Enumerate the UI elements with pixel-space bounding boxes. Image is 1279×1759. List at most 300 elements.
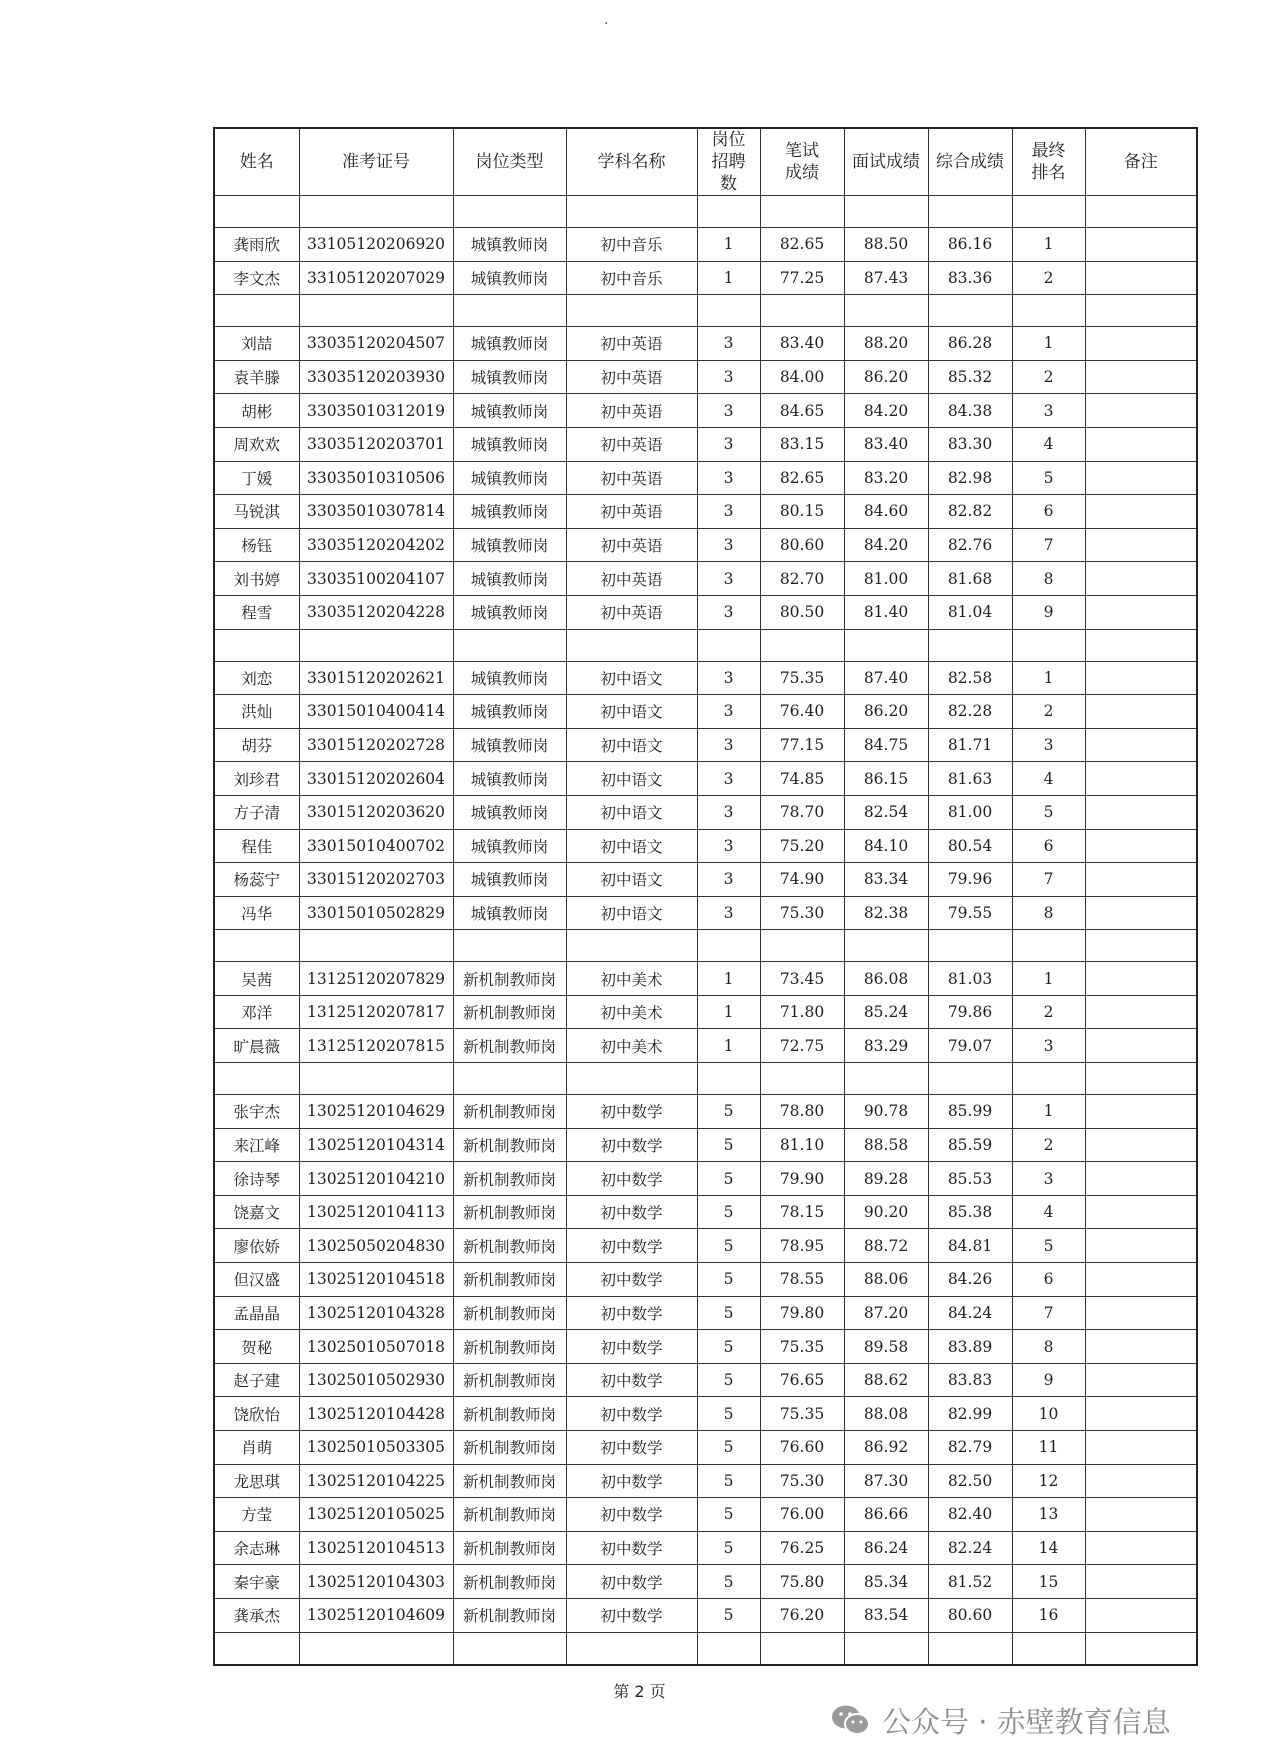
empty-cell [760, 196, 844, 228]
cell-written: 76.60 [760, 1431, 844, 1465]
separator-row [214, 295, 1197, 327]
cell-total: 83.83 [928, 1363, 1012, 1397]
cell-written: 72.75 [760, 1029, 844, 1063]
cell-name: 方莹 [214, 1498, 299, 1532]
col-header-remark: 备注 [1085, 128, 1197, 196]
cell-subject: 初中美术 [566, 962, 697, 996]
separator-row [214, 1632, 1197, 1665]
cell-name: 胡芬 [214, 728, 299, 762]
cell-ticket: 13025120104513 [299, 1531, 453, 1565]
cell-post-type: 新机制教师岗 [453, 1162, 566, 1196]
cell-written: 75.30 [760, 896, 844, 930]
cell-ticket: 33035120204202 [299, 528, 453, 562]
scan-speck: · [604, 16, 609, 32]
cell-interview: 84.20 [844, 394, 928, 428]
cell-total: 83.30 [928, 427, 1012, 461]
cell-name: 但汉盛 [214, 1263, 299, 1297]
empty-cell [928, 1063, 1012, 1095]
table-row [214, 995, 1197, 1029]
table-row [214, 461, 1197, 495]
cell-subject: 初中语文 [566, 728, 697, 762]
col-header-post-type: 岗位类型 [453, 128, 566, 196]
cell-subject: 初中音乐 [566, 261, 697, 295]
cell-rank: 4 [1012, 427, 1085, 461]
cell-remark [1085, 1029, 1197, 1063]
table-row [214, 962, 1197, 996]
cell-written: 79.80 [760, 1296, 844, 1330]
table-row [214, 394, 1197, 428]
cell-quota: 3 [697, 360, 760, 394]
empty-cell [566, 1632, 697, 1665]
empty-cell [214, 930, 299, 962]
cell-remark [1085, 394, 1197, 428]
wechat-icon [830, 1703, 872, 1737]
cell-ticket: 13025120104314 [299, 1128, 453, 1162]
col-header-subject: 学科名称 [566, 128, 697, 196]
cell-interview: 81.00 [844, 562, 928, 596]
cell-interview: 89.28 [844, 1162, 928, 1196]
empty-cell [844, 1063, 928, 1095]
cell-post-type: 新机制教师岗 [453, 1029, 566, 1063]
cell-post-type: 城镇教师岗 [453, 896, 566, 930]
cell-post-type: 新机制教师岗 [453, 1464, 566, 1498]
cell-subject: 初中英语 [566, 562, 697, 596]
cell-total: 85.38 [928, 1195, 1012, 1229]
cell-subject: 初中数学 [566, 1263, 697, 1297]
cell-quota: 3 [697, 327, 760, 361]
cell-remark [1085, 595, 1197, 629]
cell-quota: 3 [697, 528, 760, 562]
cell-interview: 86.20 [844, 360, 928, 394]
cell-written: 82.65 [760, 461, 844, 495]
cell-written: 80.50 [760, 595, 844, 629]
cell-rank: 9 [1012, 1363, 1085, 1397]
col-header-rank: 最终排名 [1012, 128, 1085, 196]
cell-interview: 88.58 [844, 1128, 928, 1162]
cell-rank: 5 [1012, 461, 1085, 495]
cell-interview: 88.50 [844, 228, 928, 262]
empty-cell [1085, 295, 1197, 327]
cell-written: 83.15 [760, 427, 844, 461]
cell-post-type: 新机制教师岗 [453, 1095, 566, 1129]
empty-cell [453, 196, 566, 228]
cell-interview: 82.54 [844, 795, 928, 829]
cell-subject: 初中语文 [566, 795, 697, 829]
cell-ticket: 33015010400414 [299, 695, 453, 729]
cell-rank: 13 [1012, 1498, 1085, 1532]
cell-post-type: 城镇教师岗 [453, 728, 566, 762]
cell-ticket: 13025120104303 [299, 1565, 453, 1599]
cell-post-type: 城镇教师岗 [453, 327, 566, 361]
table-row [214, 1296, 1197, 1330]
cell-subject: 初中数学 [566, 1095, 697, 1129]
table-row [214, 228, 1197, 262]
cell-quota: 3 [697, 863, 760, 897]
cell-interview: 86.24 [844, 1531, 928, 1565]
cell-rank: 10 [1012, 1397, 1085, 1431]
cell-name: 龙思琪 [214, 1464, 299, 1498]
empty-cell [566, 1063, 697, 1095]
cell-interview: 87.30 [844, 1464, 928, 1498]
cell-subject: 初中数学 [566, 1498, 697, 1532]
cell-remark [1085, 762, 1197, 796]
col-header-name: 姓名 [214, 128, 299, 196]
cell-rank: 7 [1012, 1296, 1085, 1330]
table-row [214, 863, 1197, 897]
table-row [214, 762, 1197, 796]
cell-subject: 初中数学 [566, 1397, 697, 1431]
cell-subject: 初中美术 [566, 995, 697, 1029]
cell-ticket: 13025120104518 [299, 1263, 453, 1297]
cell-subject: 初中数学 [566, 1565, 697, 1599]
cell-total: 82.98 [928, 461, 1012, 495]
empty-cell [928, 295, 1012, 327]
cell-total: 85.32 [928, 360, 1012, 394]
cell-rank: 1 [1012, 228, 1085, 262]
cell-written: 76.40 [760, 695, 844, 729]
table-row [214, 1330, 1197, 1364]
cell-name: 贺秘 [214, 1330, 299, 1364]
cell-post-type: 城镇教师岗 [453, 461, 566, 495]
cell-name: 吴茜 [214, 962, 299, 996]
table-row [214, 528, 1197, 562]
cell-total: 81.63 [928, 762, 1012, 796]
cell-ticket: 33035120203701 [299, 427, 453, 461]
cell-total: 82.79 [928, 1431, 1012, 1465]
cell-rank: 9 [1012, 595, 1085, 629]
cell-remark [1085, 896, 1197, 930]
cell-remark [1085, 1229, 1197, 1263]
cell-total: 83.89 [928, 1330, 1012, 1364]
cell-total: 82.58 [928, 661, 1012, 695]
cell-ticket: 33015120202703 [299, 863, 453, 897]
table-row [214, 829, 1197, 863]
cell-written: 75.35 [760, 1397, 844, 1431]
cell-remark [1085, 1263, 1197, 1297]
cell-post-type: 新机制教师岗 [453, 1229, 566, 1263]
cell-written: 77.25 [760, 261, 844, 295]
empty-cell [928, 930, 1012, 962]
cell-interview: 86.08 [844, 962, 928, 996]
cell-subject: 初中数学 [566, 1128, 697, 1162]
cell-subject: 初中语文 [566, 829, 697, 863]
cell-name: 冯华 [214, 896, 299, 930]
cell-rank: 2 [1012, 360, 1085, 394]
cell-rank: 1 [1012, 327, 1085, 361]
cell-rank: 14 [1012, 1531, 1085, 1565]
cell-post-type: 新机制教师岗 [453, 1128, 566, 1162]
cell-total: 81.68 [928, 562, 1012, 596]
empty-cell [566, 295, 697, 327]
cell-ticket: 13125120207815 [299, 1029, 453, 1063]
empty-cell [214, 196, 299, 228]
cell-ticket: 13025120105025 [299, 1498, 453, 1532]
cell-interview: 83.54 [844, 1598, 928, 1632]
cell-written: 82.65 [760, 228, 844, 262]
cell-subject: 初中数学 [566, 1296, 697, 1330]
cell-subject: 初中语文 [566, 661, 697, 695]
cell-name: 刘恋 [214, 661, 299, 695]
cell-post-type: 城镇教师岗 [453, 795, 566, 829]
cell-rank: 6 [1012, 1263, 1085, 1297]
cell-name: 刘珍君 [214, 762, 299, 796]
table-row [214, 1162, 1197, 1196]
cell-written: 78.55 [760, 1263, 844, 1297]
empty-cell [1012, 930, 1085, 962]
cell-ticket: 33105120207029 [299, 261, 453, 295]
cell-ticket: 13025120104609 [299, 1598, 453, 1632]
cell-ticket: 33015120203620 [299, 795, 453, 829]
empty-cell [928, 629, 1012, 661]
cell-rank: 3 [1012, 1162, 1085, 1196]
cell-written: 80.15 [760, 495, 844, 529]
empty-cell [760, 1632, 844, 1665]
cell-remark [1085, 495, 1197, 529]
cell-remark [1085, 1128, 1197, 1162]
cell-post-type: 城镇教师岗 [453, 394, 566, 428]
cell-name: 周欢欢 [214, 427, 299, 461]
cell-remark [1085, 427, 1197, 461]
cell-subject: 初中英语 [566, 360, 697, 394]
cell-name: 胡彬 [214, 394, 299, 428]
empty-cell [566, 196, 697, 228]
table-row [214, 1464, 1197, 1498]
cell-name: 龚承杰 [214, 1598, 299, 1632]
cell-ticket: 13025120104428 [299, 1397, 453, 1431]
cell-total: 82.82 [928, 495, 1012, 529]
cell-remark [1085, 261, 1197, 295]
table-row [214, 1363, 1197, 1397]
cell-subject: 初中数学 [566, 1162, 697, 1196]
cell-rank: 4 [1012, 1195, 1085, 1229]
cell-rank: 7 [1012, 528, 1085, 562]
table-row [214, 1531, 1197, 1565]
cell-remark [1085, 1162, 1197, 1196]
table-row [214, 495, 1197, 529]
cell-ticket: 33015010502829 [299, 896, 453, 930]
cell-subject: 初中英语 [566, 327, 697, 361]
cell-total: 79.55 [928, 896, 1012, 930]
cell-subject: 初中英语 [566, 495, 697, 529]
cell-interview: 82.38 [844, 896, 928, 930]
table-row [214, 427, 1197, 461]
cell-rank: 1 [1012, 1095, 1085, 1129]
cell-name: 方子清 [214, 795, 299, 829]
cell-total: 81.00 [928, 795, 1012, 829]
cell-post-type: 城镇教师岗 [453, 863, 566, 897]
cell-rank: 11 [1012, 1431, 1085, 1465]
cell-post-type: 新机制教师岗 [453, 995, 566, 1029]
table-row [214, 562, 1197, 596]
cell-rank: 7 [1012, 863, 1085, 897]
cell-remark [1085, 995, 1197, 1029]
cell-quota: 3 [697, 427, 760, 461]
table-row [214, 1195, 1197, 1229]
cell-written: 74.90 [760, 863, 844, 897]
cell-total: 82.24 [928, 1531, 1012, 1565]
cell-remark [1085, 562, 1197, 596]
cell-name: 秦宇豪 [214, 1565, 299, 1599]
cell-post-type: 城镇教师岗 [453, 261, 566, 295]
cell-name: 洪灿 [214, 695, 299, 729]
cell-written: 76.25 [760, 1531, 844, 1565]
cell-name: 杨钰 [214, 528, 299, 562]
cell-written: 75.20 [760, 829, 844, 863]
cell-written: 78.95 [760, 1229, 844, 1263]
col-header-quota: 岗位招聘数 [697, 128, 760, 196]
table-row [214, 728, 1197, 762]
cell-rank: 1 [1012, 962, 1085, 996]
cell-quota: 5 [697, 1397, 760, 1431]
table-row [214, 1095, 1197, 1129]
cell-rank: 12 [1012, 1464, 1085, 1498]
empty-cell [1012, 1063, 1085, 1095]
empty-cell [299, 196, 453, 228]
cell-quota: 3 [697, 728, 760, 762]
cell-subject: 初中数学 [566, 1363, 697, 1397]
cell-interview: 84.60 [844, 495, 928, 529]
cell-post-type: 城镇教师岗 [453, 661, 566, 695]
cell-subject: 初中音乐 [566, 228, 697, 262]
cell-total: 85.53 [928, 1162, 1012, 1196]
cell-interview: 88.72 [844, 1229, 928, 1263]
cell-ticket: 33035010312019 [299, 394, 453, 428]
cell-ticket: 13025120104113 [299, 1195, 453, 1229]
cell-subject: 初中语文 [566, 762, 697, 796]
col-header-interview: 面试成绩 [844, 128, 928, 196]
cell-interview: 84.75 [844, 728, 928, 762]
cell-interview: 83.20 [844, 461, 928, 495]
cell-subject: 初中数学 [566, 1464, 697, 1498]
cell-total: 84.38 [928, 394, 1012, 428]
empty-cell [697, 1632, 760, 1665]
cell-interview: 87.40 [844, 661, 928, 695]
empty-cell [566, 930, 697, 962]
cell-total: 81.04 [928, 595, 1012, 629]
empty-cell [214, 1632, 299, 1665]
cell-written: 71.80 [760, 995, 844, 1029]
cell-written: 78.15 [760, 1195, 844, 1229]
cell-quota: 1 [697, 1029, 760, 1063]
cell-total: 82.76 [928, 528, 1012, 562]
cell-ticket: 33035100204107 [299, 562, 453, 596]
empty-cell [299, 629, 453, 661]
cell-rank: 4 [1012, 762, 1085, 796]
cell-total: 86.28 [928, 327, 1012, 361]
empty-cell [844, 1632, 928, 1665]
cell-name: 肖萌 [214, 1431, 299, 1465]
cell-ticket: 13025120104328 [299, 1296, 453, 1330]
empty-cell [844, 629, 928, 661]
cell-rank: 5 [1012, 795, 1085, 829]
cell-quota: 3 [697, 829, 760, 863]
cell-rank: 6 [1012, 829, 1085, 863]
cell-name: 饶欣怡 [214, 1397, 299, 1431]
empty-cell [453, 629, 566, 661]
cell-remark [1085, 327, 1197, 361]
cell-post-type: 城镇教师岗 [453, 528, 566, 562]
cell-written: 75.30 [760, 1464, 844, 1498]
empty-cell [928, 1632, 1012, 1665]
cell-rank: 2 [1012, 1128, 1085, 1162]
cell-ticket: 13125120207829 [299, 962, 453, 996]
cell-quota: 3 [697, 695, 760, 729]
cell-quota: 5 [697, 1095, 760, 1129]
cell-post-type: 新机制教师岗 [453, 1498, 566, 1532]
cell-name: 袁羊滕 [214, 360, 299, 394]
table-row [214, 327, 1197, 361]
cell-remark [1085, 360, 1197, 394]
cell-post-type: 城镇教师岗 [453, 228, 566, 262]
separator-row [214, 930, 1197, 962]
empty-cell [214, 295, 299, 327]
cell-written: 79.90 [760, 1162, 844, 1196]
cell-post-type: 新机制教师岗 [453, 1397, 566, 1431]
cell-remark [1085, 1598, 1197, 1632]
cell-rank: 3 [1012, 728, 1085, 762]
empty-cell [760, 295, 844, 327]
cell-total: 85.99 [928, 1095, 1012, 1129]
cell-ticket: 13025010503305 [299, 1431, 453, 1465]
page-number: 第 2 页 [613, 1682, 666, 1701]
cell-written: 78.80 [760, 1095, 844, 1129]
cell-ticket: 33035120204228 [299, 595, 453, 629]
empty-cell [844, 930, 928, 962]
cell-ticket: 33015120202728 [299, 728, 453, 762]
cell-total: 85.59 [928, 1128, 1012, 1162]
table-row [214, 1263, 1197, 1297]
cell-quota: 5 [697, 1296, 760, 1330]
cell-interview: 89.58 [844, 1330, 928, 1364]
cell-name: 来江峰 [214, 1128, 299, 1162]
cell-remark [1085, 1531, 1197, 1565]
cell-written: 76.00 [760, 1498, 844, 1532]
empty-cell [214, 1063, 299, 1095]
cell-name: 马锐淇 [214, 495, 299, 529]
cell-total: 81.71 [928, 728, 1012, 762]
empty-cell [1012, 196, 1085, 228]
cell-post-type: 新机制教师岗 [453, 1195, 566, 1229]
cell-rank: 8 [1012, 896, 1085, 930]
cell-name: 邓洋 [214, 995, 299, 1029]
separator-row [214, 196, 1197, 228]
cell-subject: 初中数学 [566, 1598, 697, 1632]
cell-quota: 5 [697, 1431, 760, 1465]
empty-cell [1085, 930, 1197, 962]
cell-post-type: 城镇教师岗 [453, 495, 566, 529]
cell-name: 程佳 [214, 829, 299, 863]
cell-remark [1085, 661, 1197, 695]
cell-remark [1085, 1431, 1197, 1465]
cell-interview: 83.40 [844, 427, 928, 461]
cell-written: 80.60 [760, 528, 844, 562]
cell-ticket: 13025010507018 [299, 1330, 453, 1364]
cell-ticket: 33035010307814 [299, 495, 453, 529]
cell-interview: 90.78 [844, 1095, 928, 1129]
cell-post-type: 城镇教师岗 [453, 695, 566, 729]
cell-total: 83.36 [928, 261, 1012, 295]
cell-remark [1085, 1565, 1197, 1599]
cell-quota: 3 [697, 762, 760, 796]
cell-name: 李文杰 [214, 261, 299, 295]
cell-ticket: 13025010502930 [299, 1363, 453, 1397]
cell-rank: 16 [1012, 1598, 1085, 1632]
cell-name: 张宇杰 [214, 1095, 299, 1129]
cell-remark [1085, 1464, 1197, 1498]
cell-interview: 88.20 [844, 327, 928, 361]
table-row [214, 261, 1197, 295]
cell-quota: 3 [697, 562, 760, 596]
